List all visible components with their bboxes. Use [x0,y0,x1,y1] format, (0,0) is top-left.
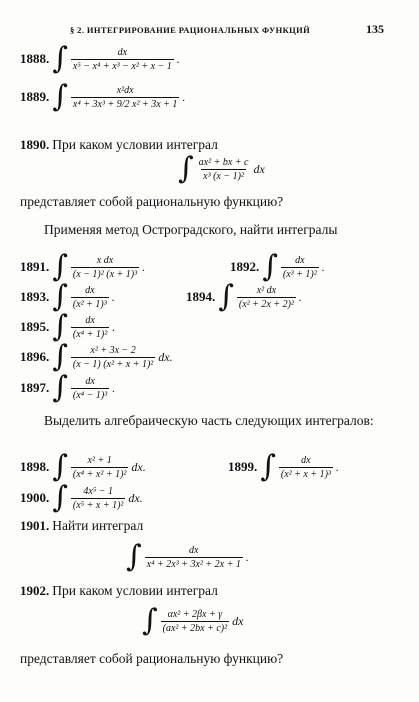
fraction-tail: dx [253,161,265,176]
fraction-tail: . [298,289,302,304]
problem-number: 1898. [20,459,50,474]
integral-sign: ∫ [218,279,234,314]
numerator: dx [85,314,95,326]
integral-sign: ∫ [52,449,68,484]
denominator: x⁵ − x⁴ + x³ − x² + x − 1 [72,60,172,72]
integral-sign: ∫ [142,603,158,638]
numerator: x² dx [256,284,277,296]
denominator: (ax² + 2bx + c)² [162,622,228,634]
problem-number: 1901. [20,518,50,533]
fraction-tail: . [176,51,180,66]
numerator: αx² + 2βx + γ [167,608,223,620]
problem-1899 [228,449,339,484]
fraction [281,255,319,280]
fraction [71,255,139,280]
fraction-tail: . [335,459,339,474]
fraction [237,285,296,310]
fraction-tail: . [112,380,116,395]
numerator: x² + 1 [87,454,112,466]
problem-1901-statement [20,518,143,534]
problem-1890-after: представляет собой рациональную функцию? [20,194,284,209]
integral-sign: ∫ [52,79,68,114]
fraction-tail: . [111,289,115,304]
numerator: x² + 3x − 2 [90,344,136,356]
problem-number: 1900. [20,490,50,505]
numerator: dx [85,375,95,387]
fraction-tail: . [112,319,116,334]
fraction [71,85,180,110]
integral-sign: ∫ [52,309,68,344]
page-number: 135 [366,22,384,36]
problem-text: При каком условии интеграл [52,137,218,152]
problem-text: Найти интеграл [52,518,144,533]
fraction [71,47,174,72]
problem-1891 [20,249,146,284]
denominator: (x² + x + 1)³ [280,468,331,480]
fraction [279,455,333,480]
integral-sign: ∫ [126,539,142,574]
numerator: dx [117,46,128,58]
denominator: x⁴ + 3x³ + 9/2 x² + 3x + 1 [72,98,178,110]
problem-1888 [20,41,180,76]
problem-1889 [20,79,186,114]
fraction [145,545,243,570]
problem-number: 1893. [20,289,50,304]
problem-number: 1889. [20,89,50,104]
problem-number: 1890. [20,137,50,152]
fraction [71,455,129,480]
numerator: ax² + bx + c [198,156,249,168]
integral-sign: ∫ [52,370,68,405]
integral-sign: ∫ [52,339,68,374]
running-header: § 2. ИНТЕГРИРОВАНИЕ РАЦИОНАЛЬНЫХ ФУНКЦИЙ [70,25,311,35]
problem-number: 1902. [20,583,50,598]
fraction-tail: dx [232,613,244,628]
denominator: (x² + 2x + 2)² [238,298,294,310]
problem-1901-integral [126,539,249,574]
denominator: (x⁵ + x + 1)² [72,499,124,511]
problem-1890-integral [178,151,265,186]
denominator: (x⁴ − 1)³ [72,389,108,401]
fraction [71,345,155,370]
problem-1893 [20,279,115,314]
problem-number: 1894. [186,289,216,304]
fraction [161,609,229,634]
denominator: (x³ + 1)² [282,268,317,280]
fraction-tail: . [245,549,249,564]
problem-1892 [230,249,325,284]
fraction-tail: dx. [128,490,143,505]
fraction [71,486,126,511]
integral-sign: ∫ [52,279,68,314]
problem-1900 [20,480,143,515]
numerator: dx [189,544,199,556]
denominator: (x⁴ + x² + 1)² [72,468,127,480]
fraction [71,315,109,340]
problem-1894 [186,279,302,314]
numerator: dx [85,284,95,296]
denominator: (x − 1) (x² + x + 1)² [72,358,154,370]
numerator: x²dx [116,84,134,96]
problem-number: 1892. [230,259,260,274]
problem-1895 [20,309,116,344]
numerator: dx [301,454,311,466]
denominator: (x² + 1)³ [72,298,107,310]
fraction-tail: dx. [131,459,146,474]
problem-text: При каком условии интеграл [52,583,218,598]
fraction-tail: . [142,259,146,274]
denominator: (x − 1)² (x + 1)³ [72,268,138,280]
integral-sign: ∫ [178,151,194,186]
problem-1902-after: представляет собой рациональную функцию? [20,651,284,666]
fraction-tail: . [182,89,186,104]
numerator: 4x⁵ − 1 [83,485,113,497]
integral-sign: ∫ [52,41,68,76]
integral-sign: ∫ [262,249,278,284]
denominator: x³ (x − 1)² [203,170,244,182]
problem-1897 [20,370,116,405]
fraction-tail: . [321,259,325,274]
denominator: x⁴ + 2x³ + 3x² + 2x + 1 [146,558,241,570]
numerator: x dx [96,254,114,266]
fraction [71,376,109,401]
problem-number: 1891. [20,259,50,274]
problem-number: 1899. [228,459,258,474]
problem-number: 1896. [20,349,50,364]
integral-sign: ∫ [260,449,276,484]
section-intro: Выделить алгебраическую часть следующих интегралов: [44,413,374,428]
numerator: dx [295,254,305,266]
denominator: (x⁴ + 1)² [72,328,108,340]
problem-1902-integral [142,603,244,638]
problem-number: 1888. [20,51,50,66]
problem-number: 1897. [20,380,50,395]
problem-number: 1895. [20,319,50,334]
problem-1896 [20,339,173,374]
problem-1902-statement [20,583,218,599]
section-intro: Применяя метод Остроградского, найти интегралы [44,222,338,237]
integral-sign: ∫ [52,249,68,284]
fraction [197,157,251,182]
integral-sign: ∫ [52,480,68,515]
problem-1898 [20,449,146,484]
fraction [71,285,109,310]
fraction-tail: dx. [158,349,173,364]
